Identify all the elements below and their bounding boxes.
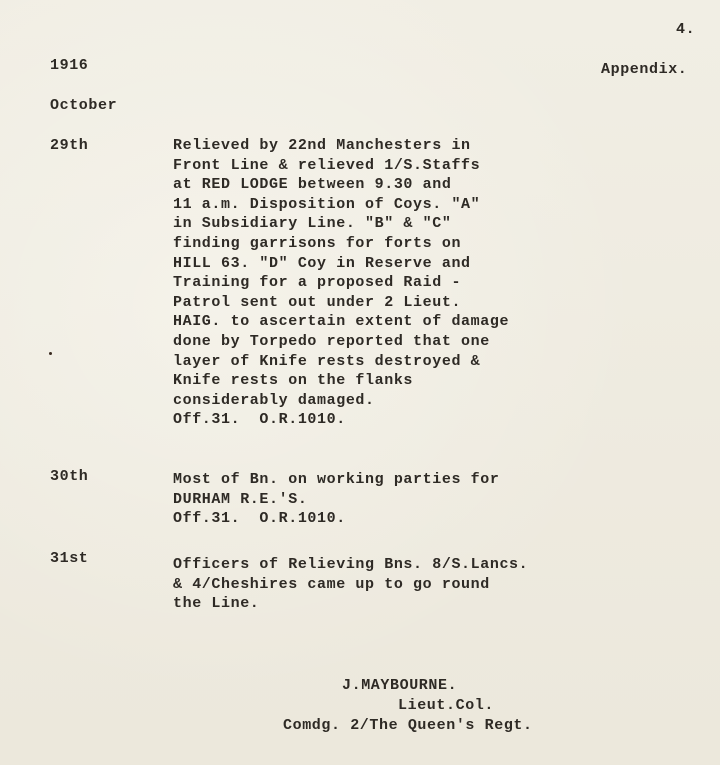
entry-line: Most of Bn. on working parties for bbox=[173, 471, 500, 488]
signature-rank: Lieut.Col. bbox=[398, 697, 495, 714]
entry-text-30th bbox=[173, 470, 499, 529]
entry-line: Front Line & relieved 1/S.Staffs bbox=[173, 156, 481, 174]
entry-date-30th: 30th bbox=[50, 468, 89, 485]
entry-line: Knife rests on the flanks bbox=[173, 372, 414, 390]
entry-line: Officers of Relieving Bns. 8/S.Lancs. bbox=[173, 556, 529, 573]
entry-line: Patrol sent out under 2 Lieut. bbox=[173, 293, 462, 311]
entry-line: layer of Knife rests destroyed & bbox=[173, 352, 481, 370]
month-heading: October bbox=[50, 97, 118, 114]
entry-date-31st: 31st bbox=[50, 550, 89, 567]
ink-speck bbox=[49, 352, 52, 355]
page-number: 4. bbox=[676, 21, 696, 38]
entry-line: DURHAM R.E.'S. bbox=[173, 490, 308, 508]
entry-line: considerably damaged. bbox=[173, 391, 375, 409]
entry-line: & 4/Cheshires came up to go round bbox=[173, 575, 490, 593]
entry-line: Training for a proposed Raid - bbox=[173, 274, 462, 292]
entry-line: at RED LODGE between 9.30 and bbox=[173, 176, 452, 194]
entry-line: Off.31. O.R.1010. bbox=[173, 411, 346, 429]
entry-line: 11 a.m. Disposition of Coys. "A" bbox=[173, 195, 481, 213]
entry-line: in Subsidiary Line. "B" & "C" bbox=[173, 215, 452, 233]
entry-line: done by Torpedo reported that one bbox=[173, 332, 490, 350]
year-heading: 1916 bbox=[50, 57, 89, 74]
entry-line: Off.31. O.R.1010. bbox=[173, 510, 346, 528]
signature-name: J.MAYBOURNE. bbox=[342, 677, 458, 694]
entry-line: the Line. bbox=[173, 595, 260, 613]
appendix-label: Appendix. bbox=[601, 61, 688, 78]
entry-line: finding garrisons for forts on bbox=[173, 234, 462, 252]
entry-text-31st bbox=[173, 555, 528, 614]
entry-text-29th bbox=[173, 136, 509, 430]
entry-date-29th: 29th bbox=[50, 137, 89, 154]
entry-line: HILL 63. "D" Coy in Reserve and bbox=[173, 254, 471, 272]
signature-unit: Comdg. 2/The Queen's Regt. bbox=[283, 717, 533, 734]
entry-line: HAIG. to ascertain extent of damage bbox=[173, 313, 510, 331]
entry-line: Relieved by 22nd Manchesters in bbox=[173, 137, 471, 154]
